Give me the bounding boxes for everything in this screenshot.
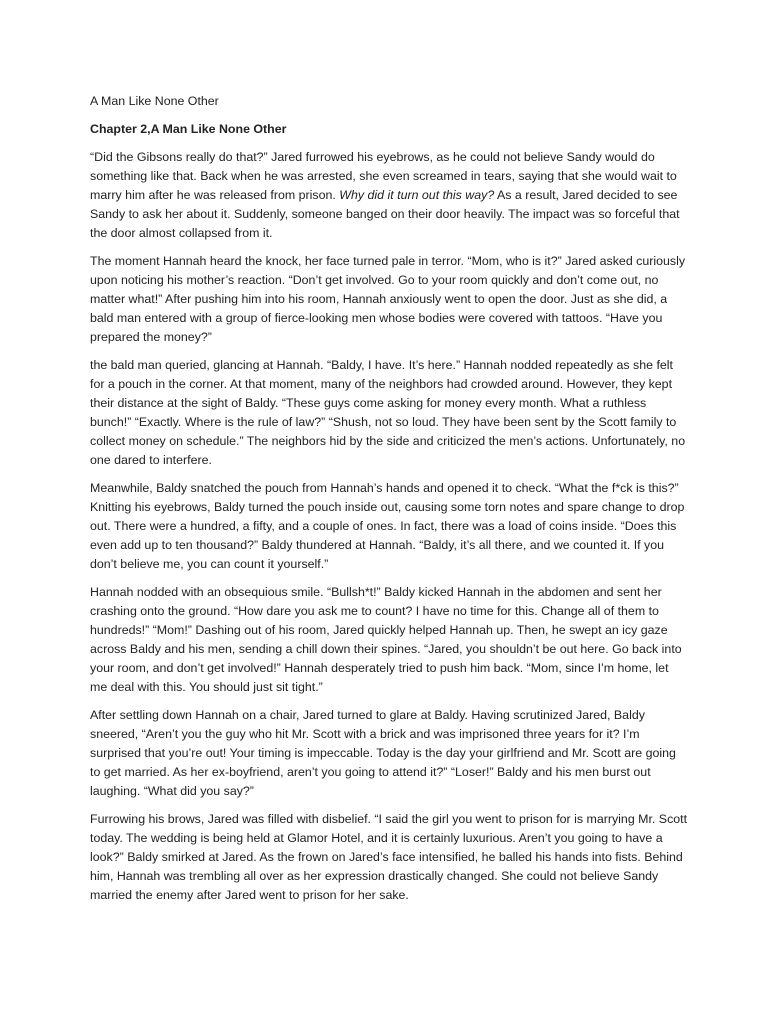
paragraph-4: Meanwhile, Baldy snatched the pouch from Hannah’s hands and opened it to check. “What the f*ck is this?” Knitting his eyebrows, Baldy turned the pouch inside out, causing some torn notes and spare change to drop out. There were a hundred, a fifty, and a couple of ones. In fact, there was a load of coins inside. “Does this even add up to ten thousand?” Baldy thundered at Hannah. “Baldy, it’s all there, and we counted it. If you don’t believe me, you can count it yourself.” <box>90 481 685 571</box>
document-title: A Man Like None Other <box>90 94 219 108</box>
chapter-title: Chapter 2,A Man Like None Other <box>90 122 287 136</box>
paragraph-7: Furrowing his brows, Jared was filled with disbelief. “I said the girl you went to prison for is marrying Mr. Scott today. The wedding is being held at Glamor Hotel, and it is certainly luxurious. Aren’t you going to have a look?” Baldy smirked at Jared. As the frown on Jared’s face intensified, he balled his hands into fists. Behind him, Hannah was trembling all over as her expression drastically changed. She could not believe Sandy married the enemy after Jared went to prison for her sake. <box>90 812 688 902</box>
paragraph-5: Hannah nodded with an obsequious smile. “Bullsh*t!” Baldy kicked Hannah in the abdomen and sent her crashing onto the ground. “How dare you ask me to count? I have no time for this. Change all of them to hundreds!” “Mom!” Dashing out of his room, Jared quickly helped Hannah up. Then, he swept an icy gaze across Baldy and his men, sending a chill down their spines. “Jared, you shouldn’t be out here. Go back into your room, and don’t get involved!” Hannah desperately tried to push him back. “Mom, since I’m home, let me deal with this. You should just sit tight.” <box>90 585 682 694</box>
paragraph-1 <box>90 148 688 243</box>
paragraph-1-italic-thought: Why did it turn out this way? <box>339 188 495 202</box>
paragraph-1-text-end: As a result, Jared decided to see Sandy to ask her about it. Suddenly, someone banged on their door heavily. The impact was so forceful that the door almost collapsed from it. <box>90 188 680 240</box>
paragraph-1-text-start: “Did the Gibsons really do that?” Jared furrowed his eyebrows, as he could not believe Sandy would do something like that. Back when he was arrested, she even screamed in tears, saying that she would wait to marry him after he was released from prison. <box>90 150 677 202</box>
paragraph-6: After settling down Hannah on a chair, Jared turned to glare at Baldy. Having scrutinized Jared, Baldy sneered, “Aren’t you the guy who hit Mr. Scott with a brick and was imprisoned three years for it? I’m surprised that you’re out! Your timing is impeccable. Today is the day your girlfriend and Mr. Scott are going to get married. As her ex-boyfriend, aren’t you going to attend it?” “Loser!” Baldy and his men burst out laughing. “What did you say?” <box>90 708 676 798</box>
paragraph-3: the bald man queried, glancing at Hannah. “Baldy, I have. It’s here.” Hannah nodded repeatedly as she felt for a pouch in the corner. At that moment, many of the neighbors had crowded around. However, they kept their distance at the sight of Baldy. “These guys come asking for money every month. What a ruthless bunch!” “Exactly. Where is the rule of law?” “Shush, not so loud. They have been sent by the Scott family to collect money on schedule.” The neighbors hid by the side and criticized the men’s actions. Unfortunately, no one dared to interfere. <box>90 358 686 467</box>
paragraph-2: The moment Hannah heard the knock, her face turned pale in terror. “Mom, who is it?” Jared asked curiously upon noticing his mother’s reaction. “Don’t get involved. Go to your room quickly and don’t come out, no matter what!” After pushing him into his room, Hannah anxiously went to open the door. Just as she did, a bald man entered with a group of fierce-looking men whose bodies were covered with tattoos. “Have you prepared the money?” <box>90 254 686 344</box>
